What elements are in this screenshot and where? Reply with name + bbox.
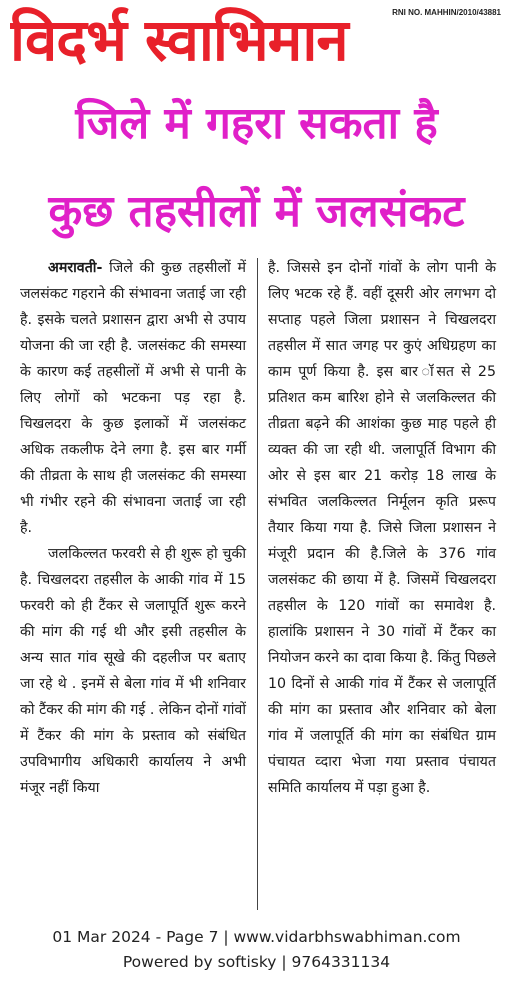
rni-number: RNI NO. MAHHIN/2010/43881 [392,8,501,17]
article-paragraph [20,255,246,541]
column-divider [257,258,258,910]
paragraph-text: जिले की कुछ तहसीलों में जलसंकट गहराने की संभावना जताई जा रही है. इसके चलते प्रशासन द्वारा अभी से उपाय योजना की जा रही है. जलसंकट की समस्या के कारण कई तहसीलों में अभी से पानी के लिए लोगों को भटकना पड़ रहा है. चिखलदरा के कुछ इलाकों में जलसंकट अधिक तकलीफ देने लगा है. इस बार गर्मी की तीव्रता के साथ ही जलसंकट की समस्या भी गंभीर रहने की संभावना जताई जा रही है. [20,260,247,536]
article-paragraph: है. जिससे इन दोनों गांवों के लोग पानी के लिए भटक रहे हैं. वहीं दूसरी ओर लगभग दो सप्ताह पहले जिला प्रशासन ने चिखलदरा तहसील में सात जगह पर कुएं अधिग्रहण का काम पूर्ण किया है. इस बार ॉसत से 25 प्रतिशत कम बारिश होने से जलकिल्लत की तीव्रता बढ़ने की आशंका कुछ माह पहले ही व्यक्त की जा रही थी. जलापूर्ति विभाग की ओर से इस बार 21 करोड़ 18 लाख के संभवित जलकिल्लत निर्मूलन कृति प्ररूप तैयार किया गया है. जिसे जिला प्रशासन ने मंजूरी प्रदान की है.जिले के 376 गांव जलसंकट की छाया में है. जिसमें चिखलदरा तहसील के 120 गांवों का समावेश है. हालांकि प्रशासन ने 30 गांवों में टैंकर का नियोजन करने का दावा किया है. किंतु पिछले 10 दिनों से आकी गांव में टैंकर से जलापूर्ति की मांग का प्रस्ताव और शनिवार को बेला गांव में जलापूर्ति की मांग का संबंधित ग्राम पंचायत व्दारा भेजा गया प्रस्ताव पंचायत समिति कार्यालय में पड़ा हुआ है. [268,260,496,796]
headline-line-2: कुछ तहसीलों में जलसंकट [48,186,465,237]
masthead [0,0,513,80]
dateline: अमरावती- [48,260,103,276]
article-column-right [268,255,496,801]
headline-line-1: जिले में गहरा सकता है [75,98,438,149]
footer-credit: Powered by softisky | 9764331134 [122,953,391,971]
article-column-left [20,255,246,801]
footer-date-url: 01 Mar 2024 - Page 7 | www.vidarbhswabhiman.com [52,928,461,946]
article-paragraph: जलकिल्लत फरवरी से ही शुरू हो चुकी है. चिखलदरा तहसील के आकी गांव में 15 फरवरी को ही टैंकर से जलापूर्ति शुरू करने की मांग की गई थी और इसी तहसील के अन्य सात गांव सूखे की दहलीज पर बताए जा रहे थे . इनमें से बेला गांव में भी शनिवार को टैंकर की मांग की गई . लेकिन दोनों गांवों में टैंकर की मांग के प्रस्ताव को संबंधित उपविभागीय अधिकारी कार्यालय ने अभी मंजूर नहीं किया [20,546,246,796]
newspaper-logo: विदर्भ स्वाभिमान [10,6,348,74]
